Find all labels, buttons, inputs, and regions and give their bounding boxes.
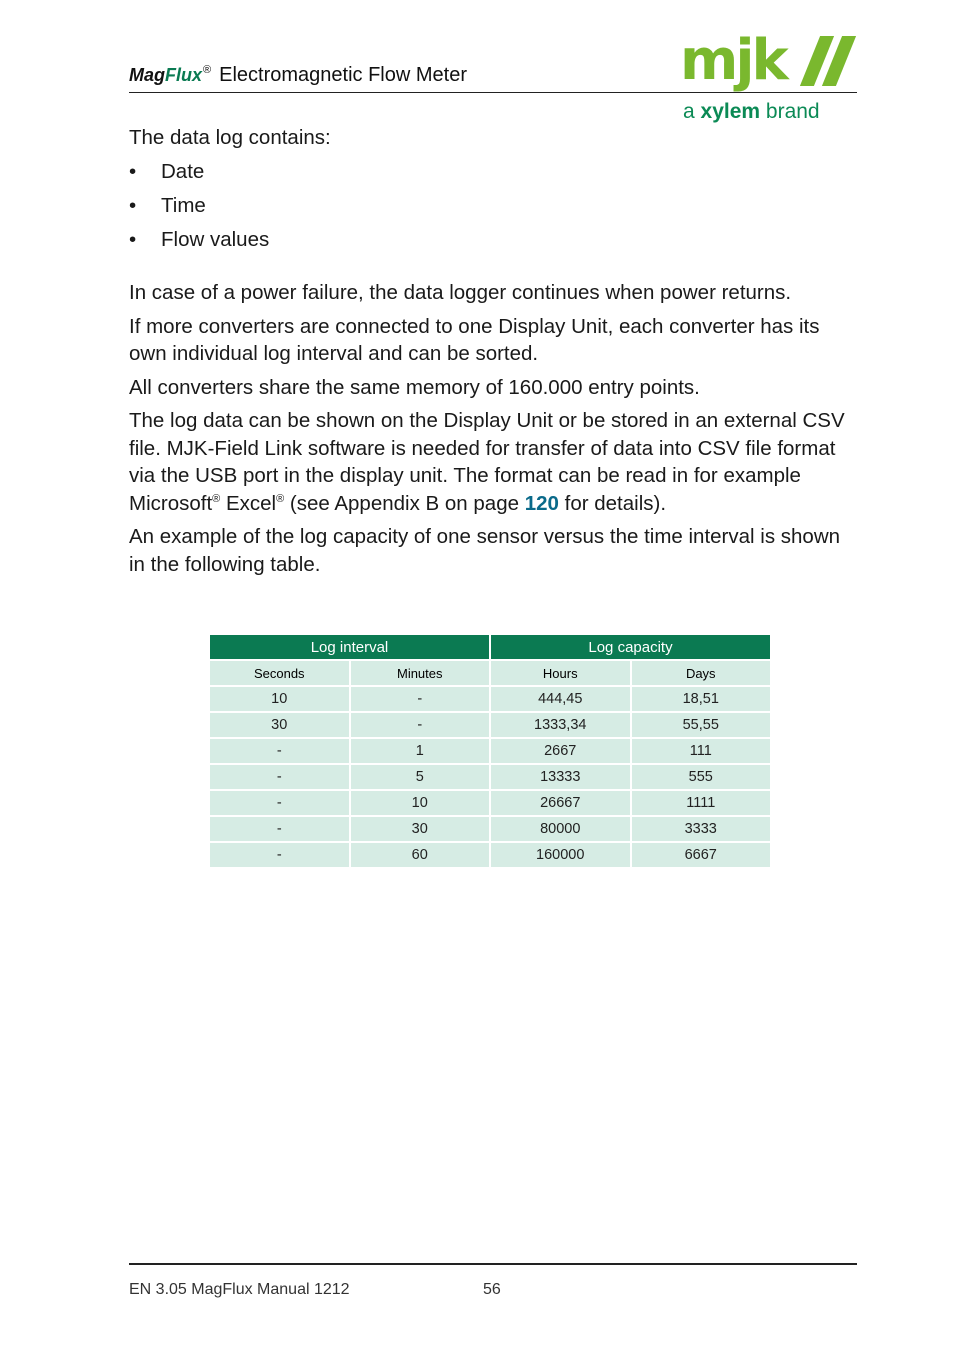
table-row bbox=[209, 790, 771, 816]
logo-tag-a: a bbox=[683, 100, 701, 123]
table-cell: 3333 bbox=[631, 816, 772, 842]
table-cell: 1111 bbox=[631, 790, 772, 816]
bullet-text: Flow values bbox=[161, 227, 270, 251]
table-cell: - bbox=[209, 816, 350, 842]
table-cell: 55,55 bbox=[631, 712, 772, 738]
bullet-icon: • bbox=[129, 159, 137, 183]
table-row bbox=[209, 842, 771, 868]
table-cell: 6667 bbox=[631, 842, 772, 868]
table-column-header bbox=[209, 660, 771, 686]
table-cell: 1 bbox=[350, 738, 491, 764]
paragraph-memory: All converters share the same memory of 160.000 entry points. bbox=[129, 375, 700, 399]
table-cell: 30 bbox=[350, 816, 491, 842]
table-cell: 1333,34 bbox=[490, 712, 631, 738]
table-body bbox=[209, 686, 771, 868]
paragraph-example: An example of the log capacity of one sensor versus the time interval is shown in the following table. bbox=[129, 525, 841, 576]
mjk-logo bbox=[680, 28, 860, 132]
table-cell: 10 bbox=[350, 790, 491, 816]
group-log-interval: Log interval bbox=[209, 634, 490, 660]
page-content bbox=[129, 124, 859, 584]
page-number: 56 bbox=[483, 1281, 501, 1298]
csv-text-c: (see Appendix B on page bbox=[284, 491, 525, 515]
table-cell: - bbox=[350, 686, 491, 712]
column-seconds: Seconds bbox=[209, 660, 350, 686]
table-cell: 555 bbox=[631, 764, 772, 790]
table-cell: 160000 bbox=[490, 842, 631, 868]
table-row bbox=[209, 712, 771, 738]
brand-mag: Mag bbox=[129, 65, 165, 85]
group-log-capacity: Log capacity bbox=[490, 634, 771, 660]
header-title bbox=[129, 64, 467, 87]
table-cell: - bbox=[350, 712, 491, 738]
list-item bbox=[129, 226, 859, 254]
table-cell: 13333 bbox=[490, 764, 631, 790]
table-cell: 2667 bbox=[490, 738, 631, 764]
table-cell: 5 bbox=[350, 764, 491, 790]
table-cell: - bbox=[209, 738, 350, 764]
table-group-header bbox=[209, 634, 771, 660]
table-cell: - bbox=[209, 764, 350, 790]
column-days: Days bbox=[631, 660, 772, 686]
column-hours: Hours bbox=[490, 660, 631, 686]
logo-wordmark: mjk bbox=[680, 28, 786, 93]
list-item bbox=[129, 158, 859, 186]
brand-registered: ® bbox=[203, 64, 212, 77]
csv-text-d: for details). bbox=[558, 491, 667, 515]
bullet-icon: • bbox=[129, 193, 137, 217]
paragraph-power-failure: In case of a power failure, the data logger continues when power returns. bbox=[129, 281, 792, 304]
table-cell: 30 bbox=[209, 712, 350, 738]
table-row bbox=[209, 764, 771, 790]
table-cell: 60 bbox=[350, 842, 491, 868]
table-cell: 26667 bbox=[490, 790, 631, 816]
bullet-list bbox=[129, 158, 859, 254]
csv-text-b: Excel bbox=[220, 491, 277, 515]
logo-tag-brand: brand bbox=[760, 100, 820, 123]
paragraph-converters: If more converters are connected to one Display Unit, each converter has its own individual log interval and can be sorted. bbox=[129, 314, 820, 365]
table-cell: 18,51 bbox=[631, 686, 772, 712]
footer-divider bbox=[129, 1263, 857, 1265]
logo-tagline bbox=[683, 100, 820, 124]
log-capacity-table bbox=[208, 633, 772, 869]
csv-text-a: The log data can be shown on the Display Unit or be stored in an external CSV file. MJK-Field Link software is needed for transfer of data into CSV file format via the USB port in the display unit. The format can be read in for example Microsoft bbox=[129, 409, 845, 515]
bullet-text: Date bbox=[161, 159, 205, 183]
column-minutes: Minutes bbox=[350, 660, 491, 686]
table-cell: 111 bbox=[631, 738, 772, 764]
registered-mark: ® bbox=[212, 492, 221, 505]
bullet-text: Time bbox=[161, 193, 206, 217]
header-subtitle: Electromagnetic Flow Meter bbox=[219, 64, 467, 86]
list-item bbox=[129, 192, 859, 220]
table-row bbox=[209, 738, 771, 764]
registered-mark: ® bbox=[276, 492, 285, 505]
table-cell: 10 bbox=[209, 686, 350, 712]
table-row bbox=[209, 816, 771, 842]
table-cell: - bbox=[209, 842, 350, 868]
bullet-icon: • bbox=[129, 227, 137, 251]
footer-document-id: EN 3.05 MagFlux Manual 1212 bbox=[129, 1281, 350, 1298]
table-cell: 80000 bbox=[490, 816, 631, 842]
intro-text: The data log contains: bbox=[129, 126, 331, 149]
page-link[interactable]: 120 bbox=[524, 491, 559, 515]
table-cell: - bbox=[209, 790, 350, 816]
table-cell: 444,45 bbox=[490, 686, 631, 712]
paragraph-csv bbox=[129, 407, 859, 517]
logo-tag-xylem: xylem bbox=[700, 100, 761, 123]
table-row bbox=[209, 686, 771, 712]
brand-flux: Flux bbox=[165, 65, 203, 85]
